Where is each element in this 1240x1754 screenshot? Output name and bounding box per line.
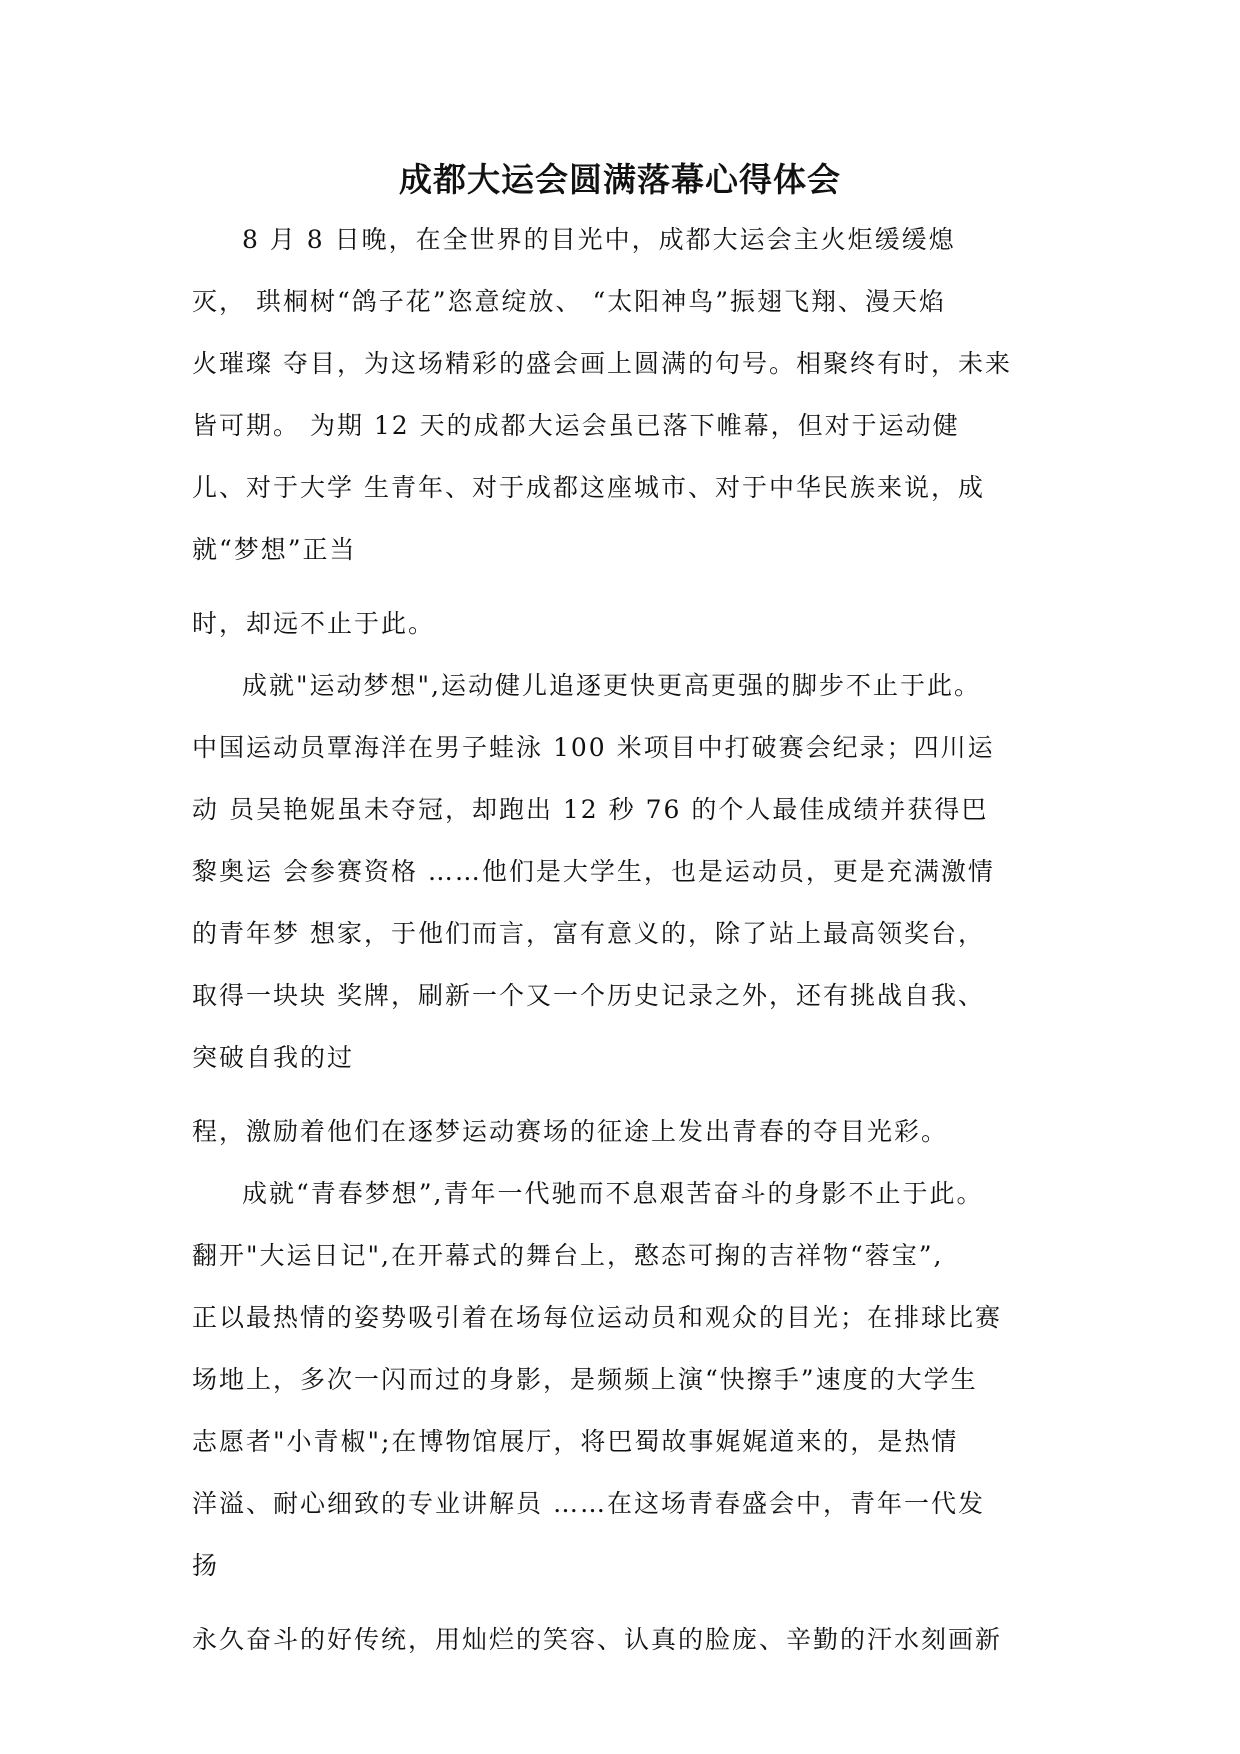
text-line: 8 月 8 日晚，在全世界的目光中，成都大运会主火炬缓缓熄 bbox=[242, 225, 956, 254]
text-line: 黎奥运 会参赛资格 ……他们是大学生，也是运动员，更是充满激情 bbox=[192, 857, 995, 886]
text-line: 火璀璨 夺目，为这场精彩的盛会画上圆满的句号。相聚终有时，未来 bbox=[192, 349, 1012, 378]
text-line: 时，却远不止于此。 bbox=[192, 609, 436, 638]
text-line: 成就“青春梦想”,青年一代驰而不息艰苦奋斗的身影不止于此。 bbox=[242, 1179, 984, 1208]
text-line: 志愿者"小青椒";在博物馆展厅，将巴蜀故事娓娓道来的，是热情 bbox=[192, 1427, 959, 1456]
text-line: 正以最热情的姿势吸引着在场每位运动员和观众的目光；在排球比赛 bbox=[192, 1303, 1003, 1332]
text-line: 成就"运动梦想",运动健儿追逐更快更高更强的脚步不止于此。 bbox=[242, 671, 981, 700]
text-line: 程，激励着他们在逐梦运动赛场的征途上发出青春的夺目光彩。 bbox=[192, 1117, 949, 1146]
text-line: 扬 bbox=[192, 1551, 220, 1580]
text-line: 洋溢、耐心细致的专业讲解员 ……在这场青春盛会中，青年一代发 bbox=[192, 1489, 985, 1518]
text-line: 皆可期。 为期 12 天的成都大运会虽已落下帷幕，但对于运动健 bbox=[192, 411, 960, 440]
text-line: 的青年梦 想家，于他们而言，富有意义的，除了站上最高领奖台， bbox=[192, 919, 985, 948]
document-title: 成都大运会圆满落幕心得体会 bbox=[399, 160, 841, 199]
text-line: 动 员吴艳妮虽未夺冠，却跑出 12 秒 76 的个人最佳成绩并获得巴 bbox=[192, 795, 989, 824]
text-line: 永久奋斗的好传统，用灿烂的笑容、认真的脸庞、辛勤的汗水刻画新 bbox=[192, 1625, 1003, 1654]
text-line: 场地上，多次一闪而过的身影，是频频上演“快擦手”速度的大学生 bbox=[192, 1365, 978, 1394]
text-line: 儿、对于大学 生青年、对于成都这座城市、对于中华民族来说，成 bbox=[192, 473, 985, 502]
text-line: 取得一块块 奖牌，刷新一个又一个历史记录之外，还有挑战自我、 bbox=[192, 981, 985, 1010]
text-line: 就“梦想”正当 bbox=[192, 535, 357, 564]
text-line: 中国运动员覃海洋在男子蛙泳 100 米项目中打破赛会纪录；四川运 bbox=[192, 733, 995, 762]
text-line: 翻开"大运日记",在开幕式的舞台上，憨态可掬的吉祥物“蓉宝”, bbox=[192, 1241, 944, 1270]
text-line: 突破自我的过 bbox=[192, 1043, 355, 1072]
text-line: 灭， 珙桐树“鸽子花”恣意绽放、 “太阳神鸟”振翅飞翔、漫天焰 bbox=[192, 287, 947, 316]
